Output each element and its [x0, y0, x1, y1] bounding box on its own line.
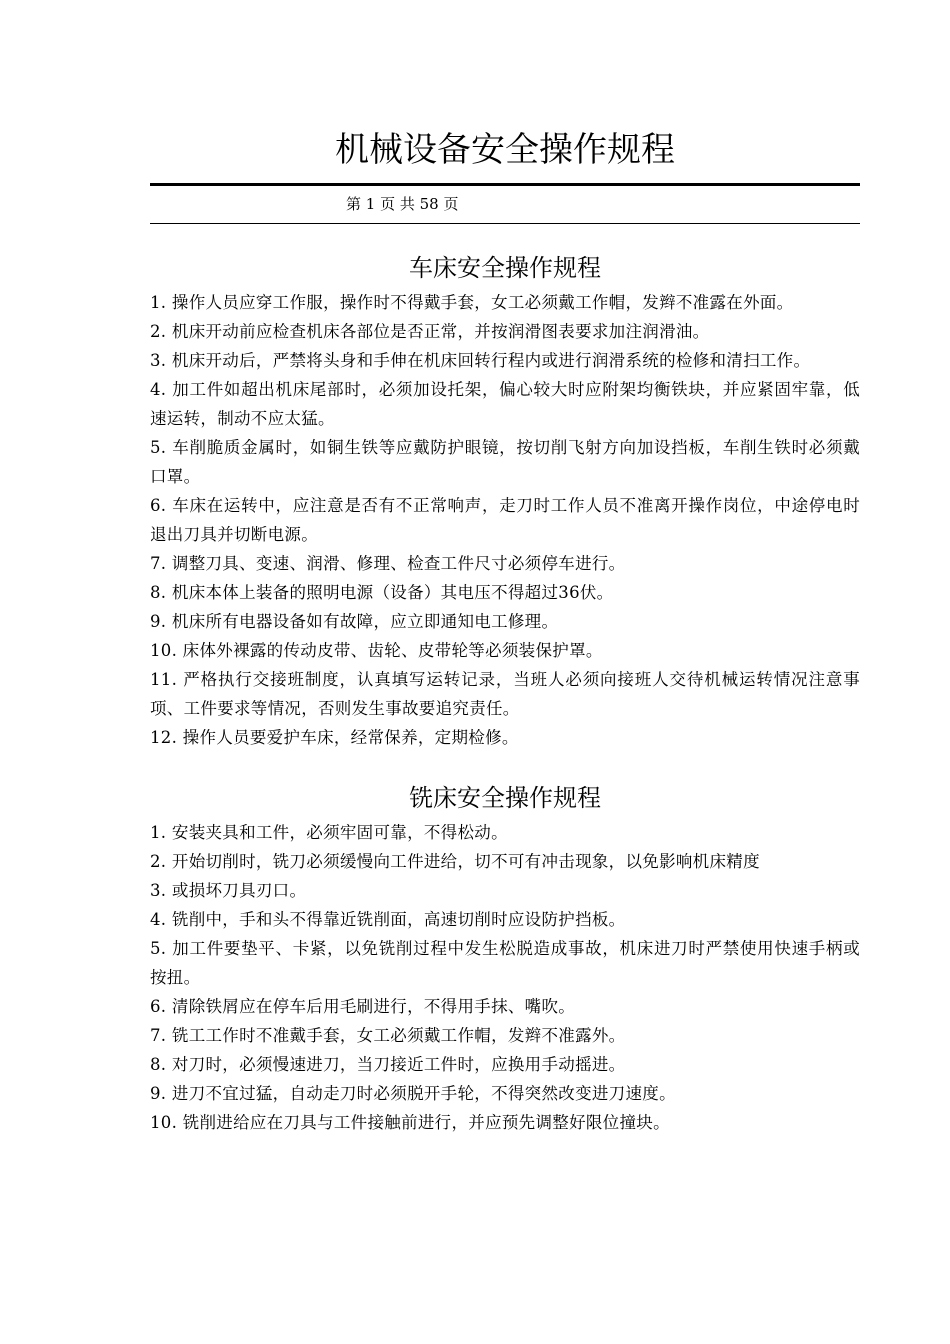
- list-item: 2. 机床开动前应检查机床各部位是否正常，并按润滑图表要求加注润滑油。: [150, 322, 710, 341]
- list-item: 8. 对刀时，必须慢速进刀，当刀接近工件时，应换用手动摇进。: [150, 1055, 626, 1074]
- header-divider-thick: [150, 183, 860, 186]
- list-item: 3. 或损坏刀具刃口。: [150, 881, 307, 900]
- section-heading: 车床安全操作规程: [409, 254, 601, 282]
- list-item: 12. 操作人员要爱护车床，经常保养，定期检修。: [150, 728, 519, 747]
- list-item: 9. 进刀不宜过猛，自动走刀时必须脱开手轮，不得突然改变进刀速度。: [150, 1084, 676, 1103]
- list-item: 8. 机床本体上装备的照明电源（设备）其电压不得超过36伏。: [150, 583, 614, 602]
- list-item: 5. 加工件要垫平、卡紧，以免铣削过程中发生松脱造成事故，机床进刀时严禁使用快速手柄或按扭。: [150, 939, 860, 987]
- list-item: 2. 开始切削时，铣刀必须缓慢向工件进给，切不可有冲击现象，以免影响机床精度: [150, 852, 760, 871]
- rule-list: [150, 288, 860, 752]
- section-heading: 铣床安全操作规程: [409, 784, 601, 812]
- list-item: 7. 铣工工作时不准戴手套，女工必须戴工作帽，发辫不准露外。: [150, 1026, 626, 1045]
- list-item: 11. 严格执行交接班制度，认真填写运转记录，当班人必须向接班人交待机械运转情况注意事项、工件要求等情况，否则发生事故要追究责任。: [150, 670, 860, 718]
- list-item: 4. 加工件如超出机床尾部时，必须加设托架，偏心较大时应附架均衡铁块，并应紧固牢靠，低速运转，制动不应太猛。: [150, 380, 860, 428]
- list-item: 7. 调整刀具、变速、润滑、修理、检查工件尺寸必须停车进行。: [150, 554, 626, 573]
- page-title: 机械设备安全操作规程: [335, 130, 675, 170]
- section-milling-safety: [150, 780, 860, 1137]
- list-item: 9. 机床所有电器设备如有故障，应立即通知电工修理。: [150, 612, 559, 631]
- list-item: 10. 床体外裸露的传动皮带、齿轮、皮带轮等必须装保护罩。: [150, 641, 603, 660]
- list-item: 1. 操作人员应穿工作服，操作时不得戴手套，女工必须戴工作帽，发辫不准露在外面。: [150, 293, 794, 312]
- list-item: 3. 机床开动后，严禁将头身和手伸在机床回转行程内或进行润滑系统的检修和清扫工作。: [150, 351, 811, 370]
- list-item: 4. 铣削中，手和头不得靠近铣削面，高速切削时应设防护挡板。: [150, 910, 626, 929]
- list-item: 6. 车床在运转中，应注意是否有不正常响声，走刀时工作人员不准离开操作岗位，中途停电时退出刀具并切断电源。: [150, 496, 860, 544]
- document-body: [150, 250, 860, 1137]
- list-item: 5. 车削脆质金属时，如铜生铁等应戴防护眼镜，按切削飞射方向加设挡板，车削生铁时必须戴口罩。: [150, 438, 860, 486]
- section-lathe-safety: [150, 250, 860, 752]
- list-item: 10. 铣削进给应在刀具与工件接触前进行，并应预先调整好限位撞块。: [150, 1113, 670, 1132]
- rule-list: [150, 818, 860, 1137]
- page-number-info: 第 1 页 共 58 页: [346, 195, 459, 213]
- header-divider-thin: [150, 223, 860, 224]
- list-item: 6. 清除铁屑应在停车后用毛刷进行，不得用手抹、嘴吹。: [150, 997, 576, 1016]
- list-item: 1. 安装夹具和工件，必须牢固可靠，不得松动。: [150, 823, 508, 842]
